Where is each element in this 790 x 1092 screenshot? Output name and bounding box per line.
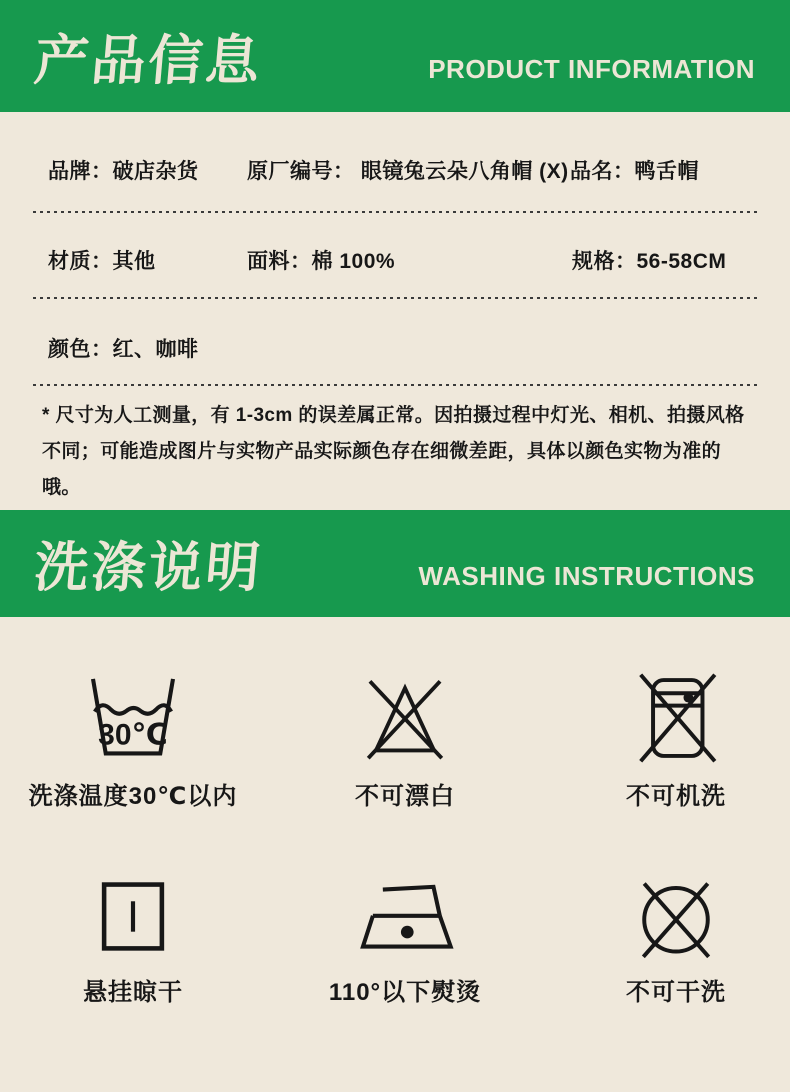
spec-factory-no: 原厂编号： 眼镜兔云朵八角帽 (X) — [247, 160, 569, 183]
no-dry-clean-icon — [629, 872, 723, 964]
spec-material: 材质：其他 — [48, 250, 156, 273]
care-item-no-machine-wash — [546, 668, 790, 811]
divider-dashed-3 — [33, 384, 757, 386]
washing-title-en: WASHING INSTRUCTIONS — [418, 561, 755, 591]
iron-icon — [353, 883, 457, 954]
spec-size: 规格：56-58CM — [572, 250, 727, 273]
washing-instructions-header — [0, 510, 790, 617]
care-item-no-bleach — [275, 668, 535, 811]
crossed-circle-icon — [629, 873, 723, 963]
divider-dashed-1 — [33, 211, 757, 213]
care-label: 不可干洗 — [626, 979, 726, 1006]
spec-color: 颜色：红、咖啡 — [48, 338, 199, 361]
product-info-header — [0, 0, 790, 112]
care-item-iron-110 — [275, 872, 535, 1007]
spec-brand: 品牌：破店杂货 — [48, 160, 199, 183]
product-info-title-cn: 产品信息 — [31, 30, 266, 91]
care-label: 悬挂晾干 — [83, 979, 183, 1006]
crossed-washer-icon — [630, 673, 722, 763]
wash-temp-text: 30℃ — [98, 718, 168, 752]
measurement-disclaimer: * 尺寸为人工测量，有 1-3cm 的误差属正常。因拍摄过程中灯光、相机、拍摄风格不同；可能造成图片与实物产品实际颜色存在细微差距，具体以颜色实物为准的哦。 — [42, 405, 745, 498]
no-machine-wash-icon — [630, 668, 722, 768]
product-info-title-en: PRODUCT INFORMATION — [428, 53, 755, 84]
crossed-triangle-icon — [358, 674, 452, 762]
spec-fabric: 面料：棉 100% — [247, 250, 396, 273]
square-line-icon — [95, 879, 171, 957]
care-item-wash-30c — [3, 668, 263, 811]
wash-basin-icon — [83, 675, 183, 761]
hang-dry-icon — [95, 872, 171, 964]
care-item-no-dry-clean — [546, 872, 790, 1007]
care-label: 不可漂白 — [355, 783, 455, 810]
iron-110-icon — [353, 872, 457, 964]
care-item-hang-dry — [3, 872, 263, 1007]
wash-30c-icon — [83, 668, 183, 768]
divider-dashed-2 — [33, 297, 757, 299]
no-bleach-icon — [358, 668, 452, 768]
spec-product-name: 品名：鸭舌帽 — [570, 160, 699, 183]
care-label: 洗涤温度30℃以内 — [28, 783, 238, 810]
washing-title-cn: 洗涤说明 — [31, 538, 266, 598]
care-label: 不可机洗 — [626, 783, 726, 810]
care-label: 110°以下熨烫 — [328, 979, 482, 1006]
